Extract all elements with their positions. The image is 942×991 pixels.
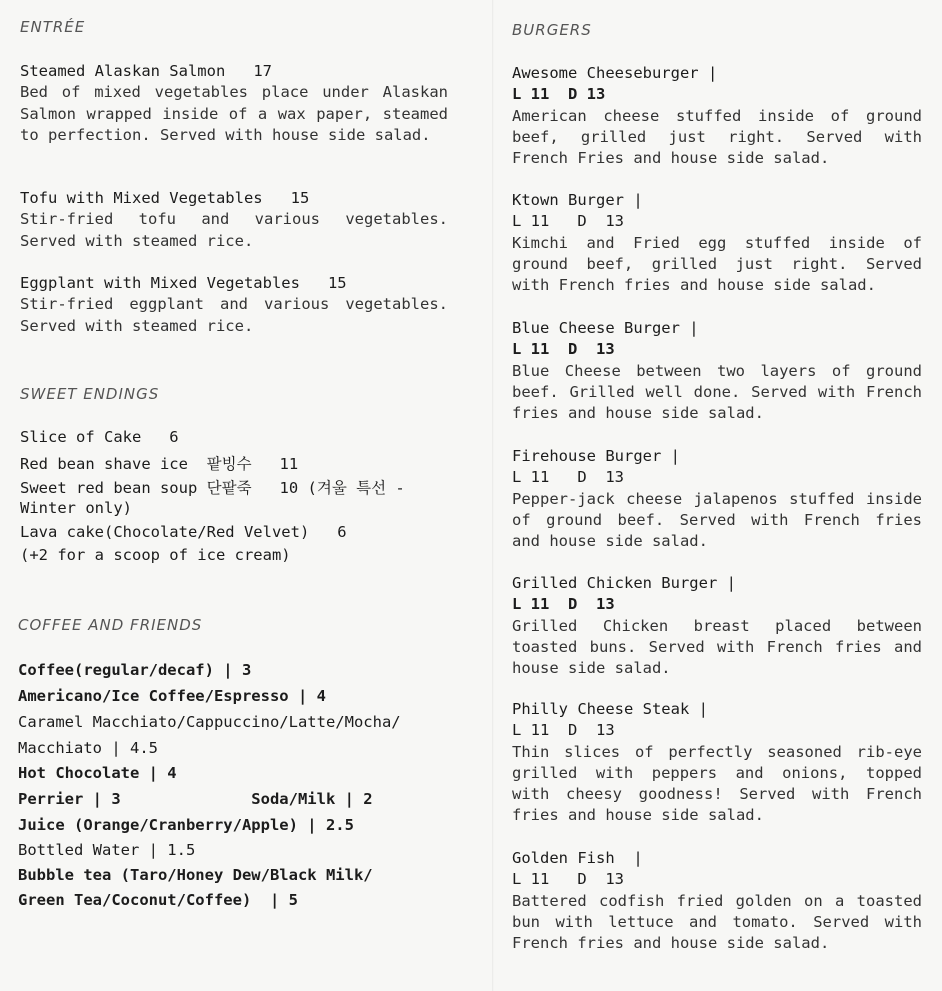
entree-item [20,188,448,252]
item-desc: Thin slices of perfectly seasoned rib-eye grilled with peppers and onions, topped with cheesy goodness! Served with French fries and house side salad. [512,742,922,825]
page-fold [492,0,494,991]
coffee-line: Americano/Ice Coffee/Espresso | 4 [18,687,326,705]
coffee-line: Juice (Orange/Cranberry/Apple) | 2.5 [18,816,354,834]
item-name: Firehouse Burger | [512,447,680,465]
item-name: Eggplant with Mixed Vegetables [20,274,300,292]
burger-item [512,699,922,827]
sweet-endings-title: SWEET ENDINGS [20,385,160,403]
coffee-line: Caramel Macchiato/Cappuccino/Latte/Mocha/ [18,713,401,731]
item-desc: Stir-fried tofu and various vegetables. Served with steamed rice. [20,210,448,250]
item-name: Tofu with Mixed Vegetables [20,189,263,207]
item-price: 17 [253,62,272,80]
item-price: L 11 D 13 [512,721,615,740]
burgers-title: BURGERS [512,21,592,39]
burger-item [512,63,922,169]
item-name: Steamed Alaskan Salmon [20,62,226,80]
entree-title: ENTRÉE [20,18,86,36]
sweet-line: Sweet red bean soup 단팥죽 10 (겨울 특선 - [20,479,405,497]
coffee-line: Perrier | 3 Soda/Milk | 2 [18,790,373,808]
item-price: L 11 D 13 [512,468,624,487]
item-name: Awesome Cheeseburger | [512,64,718,82]
item-name: Grilled Chicken Burger | [512,574,736,592]
item-desc: Kimchi and Fried egg stuffed inside of ground beef, grilled just right. Served with French fries and house side salad. [512,233,922,295]
entree-item [20,61,448,146]
item-price: L 11 D 13 [512,340,615,359]
coffee-line: Hot Chocolate | 4 [18,764,177,782]
item-desc: Blue Cheese between two layers of ground beef. Grilled well done. Served with French fries and house side salad. [512,361,922,423]
burger-item [512,848,922,954]
coffee-line: Bubble tea (Taro/Honey Dew/Black Milk/ [18,866,373,884]
coffee-line: Macchiato | 4.5 [18,739,158,757]
entree-item [20,273,448,337]
sweet-line: Slice of Cake 6 [20,428,179,446]
item-desc: Grilled Chicken breast placed between toasted buns. Served with French fries and house side salad. [512,616,922,678]
item-price: 15 [290,189,310,207]
coffee-line: Green Tea/Coconut/Coffee) | 5 [18,891,298,909]
burger-item [512,190,922,296]
item-price: L 11 D 13 [512,85,606,104]
sweet-line: (+2 for a scoop of ice cream) [20,546,291,564]
item-desc: Stir-fried eggplant and various vegetables. Served with steamed rice. [20,295,448,335]
item-desc: Battered codfish fried golden on a toasted bun with lettuce and tomato. Served with French fries and house side salad. [512,891,922,953]
burger-item [512,318,922,424]
item-desc: Pepper-jack cheese jalapenos stuffed inside of ground beef. Served with French fries and house side salad. [512,489,922,551]
item-price: L 11 D 13 [512,870,624,889]
item-price: L 11 D 13 [512,595,615,614]
item-price: L 11 D 13 [512,212,624,231]
burger-item [512,573,922,679]
coffee-line: Bottled Water | 1.5 [18,841,196,859]
sweet-line: Winter only) [20,499,132,517]
item-name: Ktown Burger | [512,191,643,209]
sweet-line: Red bean shave ice 팥빙수 11 [20,455,299,473]
item-name: Golden Fish | [512,849,643,867]
item-desc: Bed of mixed vegetables place under Alaskan Salmon wrapped inside of a wax paper, steamed to perfection. Served with house side salad. [20,83,448,144]
sweet-line: Lava cake(Chocolate/Red Velvet) 6 [20,523,347,541]
item-name: Philly Cheese Steak | [512,700,708,718]
coffee-title: COFFEE AND FRIENDS [18,616,203,634]
item-desc: American cheese stuffed inside of ground beef, grilled just right. Served with French Fries and house side salad. [512,106,922,168]
item-price: 15 [327,274,347,292]
coffee-line: Coffee(regular/decaf) | 3 [18,661,252,679]
item-name: Blue Cheese Burger | [512,319,699,337]
burger-item [512,446,922,552]
